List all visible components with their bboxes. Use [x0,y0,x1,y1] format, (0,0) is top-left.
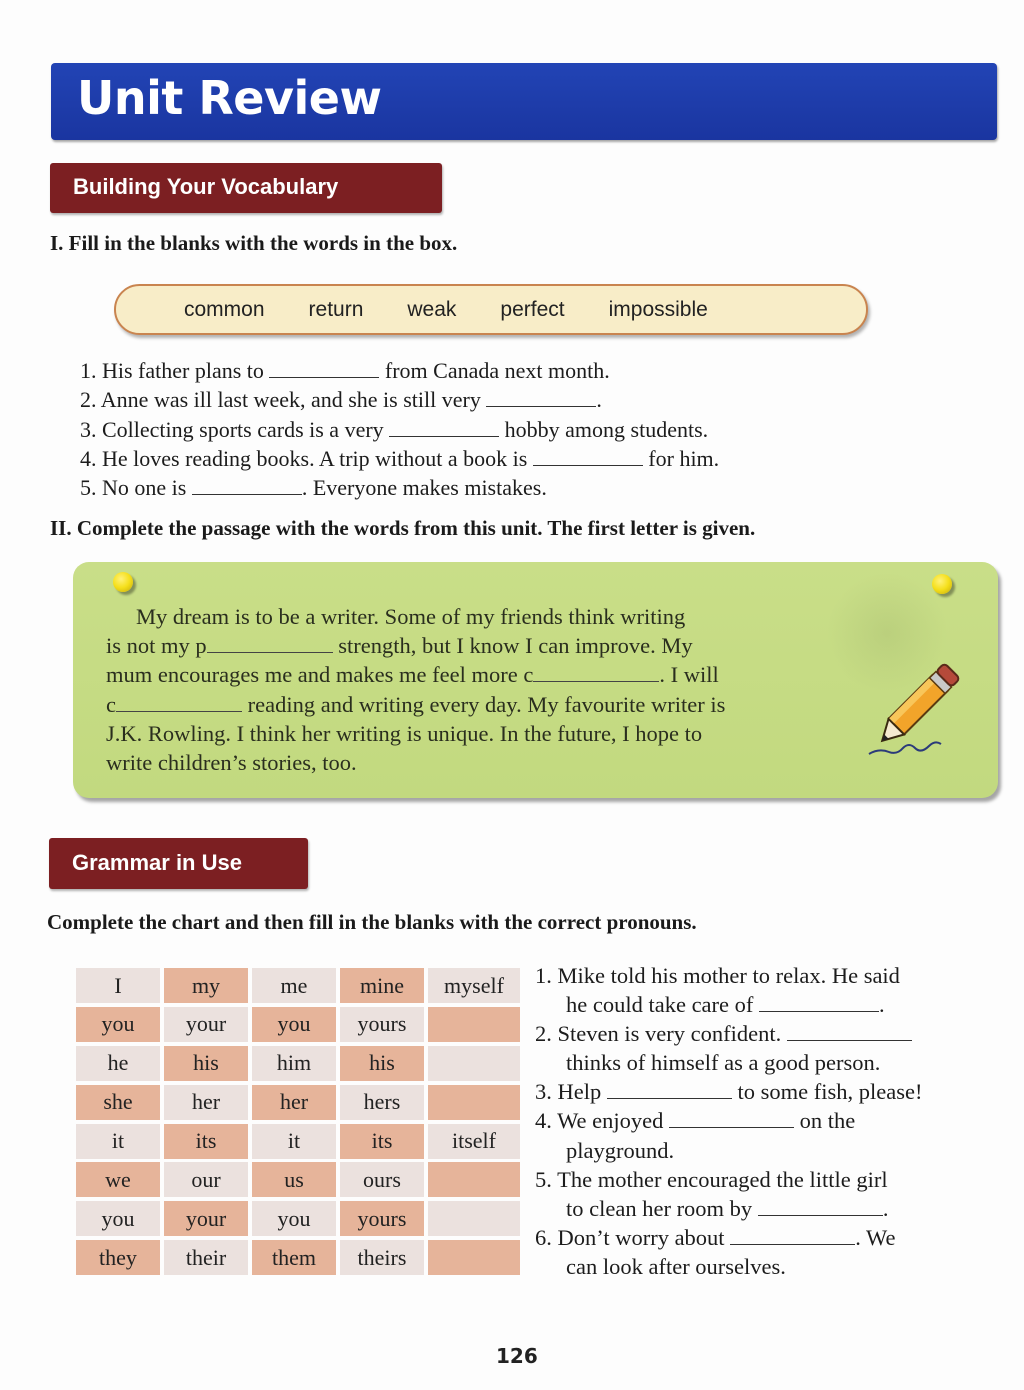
exercise-sentence [535,1223,922,1281]
chart-row [76,1007,520,1046]
sentence-line [535,1165,922,1194]
answer-blank[interactable] [533,664,659,682]
pronoun-chart [76,968,520,1279]
exercise-sentence [535,1019,922,1077]
vocabulary-sentence-list [80,356,719,502]
chart-cell: them [252,1240,336,1275]
answer-blank[interactable] [607,1081,732,1099]
answer-blank[interactable] [192,477,302,495]
chart-cell: theirs [340,1240,424,1275]
sentence-text-before: 5. The mother encouraged the little girl [535,1166,888,1192]
passage-card [73,562,998,798]
chart-cell: she [76,1085,160,1120]
passage-line [106,631,866,660]
chart-cell: their [164,1240,248,1275]
chart-cell: its [164,1124,248,1159]
pushpin-icon [113,572,133,592]
chart-cell: we [76,1162,160,1197]
word-box-item: weak [407,297,457,321]
pushpin-icon [932,574,952,594]
chart-cell-blank[interactable] [428,1007,520,1042]
passage-line [106,602,866,631]
pronoun-sentence-list [535,961,922,1281]
chart-cell: it [76,1124,160,1159]
chart-cell: you [76,1201,160,1236]
exercise-sentence [80,415,719,444]
chart-cell-blank[interactable] [428,1240,520,1275]
exercise-sentence [535,1106,922,1164]
chart-cell: myself [428,968,520,1003]
word-box-item: impossible [608,297,708,321]
chart-cell: me [252,968,336,1003]
exercise-sentence [80,473,719,502]
chart-cell: hers [340,1085,424,1120]
sentence-text-before: can look after ourselves. [566,1253,786,1279]
exercise-sentence [80,385,719,414]
chart-cell: yours [340,1007,424,1042]
chart-cell: its [340,1124,424,1159]
word-box-item: perfect [500,297,565,321]
chart-cell: ours [340,1162,424,1197]
chart-cell: your [164,1007,248,1042]
chart-cell: they [76,1240,160,1275]
answer-blank[interactable] [730,1227,855,1245]
sentence-text-after: . [879,992,885,1018]
chart-cell: itself [428,1124,520,1159]
sentence-number: 4. [80,445,97,471]
sentence-line [535,1019,922,1048]
sentence-text-before: 2. Steven is very confident. [535,1021,787,1047]
unit-review-banner [51,63,997,140]
sentence-line [535,1252,922,1281]
sentence-text-after: . We [855,1224,896,1250]
sentence-line [535,990,922,1019]
passage-line-text: strength, but I know I can improve. My [332,633,693,659]
exercise-sentence [535,1077,922,1106]
passage-line [106,690,866,719]
sentence-number: 1. [80,358,97,383]
chart-row [76,968,520,1007]
passage-line [106,660,866,689]
answer-blank[interactable] [669,1110,794,1128]
sentence-line [535,1136,922,1165]
chart-cell: him [252,1046,336,1081]
exercise-sentence [80,444,719,473]
exercise-sentence [535,1165,922,1223]
word-box-item: return [308,297,364,321]
sentence-line [535,1077,922,1106]
sentence-line [535,1106,922,1135]
sentence-text-before: playground. [566,1137,675,1163]
exercise-sentence [80,356,719,385]
sentence-text-after: . Everyone makes mistakes. [301,475,547,501]
page-number: 126 [496,1344,538,1368]
sentence-line [535,1048,922,1077]
sentence-number: 3. [80,416,97,442]
chart-cell-blank[interactable] [428,1201,520,1236]
passage-text [106,602,866,777]
passage-line-text: is not my p [106,633,207,659]
passage-line-text: My dream is to be a writer. Some of my friends think writing [136,604,686,629]
passage-line [106,719,866,748]
chart-cell: her [164,1085,248,1120]
exercise-sentence [535,961,922,1019]
word-box-item: common [184,297,265,321]
chart-cell: his [340,1046,424,1081]
chart-row [76,1240,520,1279]
chart-cell: yours [340,1201,424,1236]
chart-row [76,1162,520,1201]
section-tab-label: Grammar in Use [72,850,242,875]
chart-cell: it [252,1124,336,1159]
sentence-text-after: on the [794,1108,856,1134]
chart-cell: her [252,1085,336,1120]
sentence-text-after: to some fish, please! [731,1079,923,1105]
sentence-text-before: 3. Help [535,1079,607,1105]
answer-blank[interactable] [486,389,596,407]
answer-blank[interactable] [116,694,242,712]
chart-cell: he [76,1046,160,1081]
chart-cell: you [76,1007,160,1042]
section-tab-grammar [49,838,308,889]
instruction-part-2: II. Complete the passage with the words from this unit. The first letter is given. [50,516,756,540]
chart-cell-blank[interactable] [428,1046,520,1081]
chart-row [76,1046,520,1085]
word-box [114,284,868,335]
sentence-text-before: he could take care of [566,992,760,1018]
answer-blank[interactable] [758,1198,883,1216]
answer-blank[interactable] [533,448,643,466]
sentence-text-before: No one is [102,475,192,501]
chart-cell-blank[interactable] [428,1085,520,1120]
answer-blank[interactable] [787,1023,912,1041]
sentence-text-before: to clean her room by [566,1195,758,1221]
chart-cell: I [76,968,160,1003]
instruction-grammar: Complete the chart and then fill in the blanks with the correct pronouns. [47,910,697,934]
sentence-number: 5. [80,475,97,501]
sentence-text-before: thinks of himself as a good person. [566,1050,881,1076]
sentence-number: 2. [80,387,97,413]
section-tab-vocabulary [50,163,442,213]
chart-cell: my [164,968,248,1003]
sentence-text-after: . [882,1195,889,1221]
sentence-text-before: 1. Mike told his mother to relax. He said [535,963,900,988]
sentence-text-before: Collecting sports cards is a very [102,416,390,442]
sentence-line [535,1223,922,1252]
sentence-text-before: Anne was ill last week, and she is still very [100,387,487,413]
chart-row [76,1124,520,1163]
passage-line-text: reading and writing every day. My favourite writer is [242,691,726,717]
passage-line-text: write children’s stories, too. [106,750,357,776]
sentence-text-after: . [596,387,602,413]
chart-row [76,1201,520,1240]
chart-cell: our [164,1162,248,1197]
chart-cell-blank[interactable] [428,1162,520,1197]
sentence-text-after: hobby among students. [499,416,709,442]
page-title: Unit Review [77,71,382,125]
chart-cell: us [252,1162,336,1197]
sentence-text-before: His father plans to [102,358,270,383]
passage-line-text: c [106,691,116,717]
sentence-text-before: 4. We enjoyed [535,1108,669,1134]
passage-line-text: mum encourages me and makes me feel more c [106,662,534,688]
sentence-line [535,961,922,990]
chart-cell: you [252,1007,336,1042]
chart-cell: his [164,1046,248,1081]
sentence-line [535,1194,922,1223]
answer-blank[interactable] [389,419,499,437]
sentence-text-after: from Canada next month. [379,358,610,383]
chart-cell: mine [340,968,424,1003]
pencil-icon [859,654,969,764]
sentence-text-after: for him. [642,445,720,471]
answer-blank[interactable] [759,994,879,1012]
chart-cell: you [252,1201,336,1236]
sentence-text-before: 6. Don’t worry about [535,1224,731,1250]
passage-line [106,748,866,777]
passage-line-text: J.K. Rowling. I think her writing is unique. In the future, I hope to [106,720,703,746]
section-tab-label: Building Your Vocabulary [73,174,339,199]
sentence-text-before: He loves reading books. A trip without a book is [102,445,533,471]
passage-line-text: . I will [659,662,719,688]
answer-blank[interactable] [269,360,379,378]
chart-cell: your [164,1201,248,1236]
answer-blank[interactable] [207,635,333,653]
instruction-part-1: I. Fill in the blanks with the words in the box. [50,231,458,255]
chart-row [76,1085,520,1124]
